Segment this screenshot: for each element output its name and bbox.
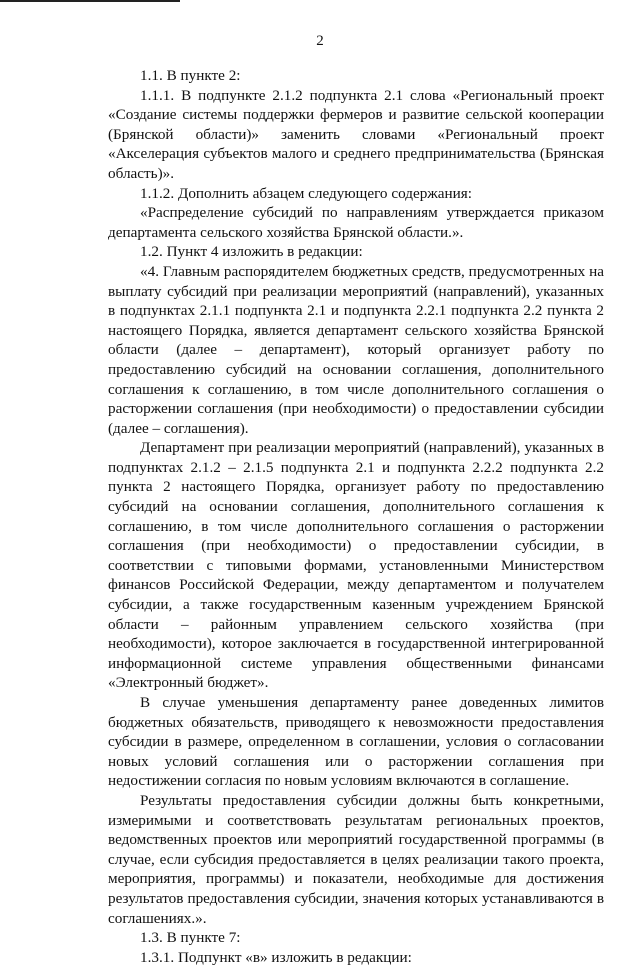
paragraph-1-1-1: 1.1.1. В подпункте 2.1.2 подпункта 2.1 слова «Региональный проект «Создание системы поддержки фермеров и развитие сельской кооперации (Брянской области)» заменить словами «Региональный проект «Акселерация субъектов малого и среднего предпринимательства (Брянская область)». <box>108 86 604 182</box>
paragraph-department: Департамент при реализации мероприятий (направлений), указанных в подпунктах 2.1.2 – 2.1.5 подпункта 2.1 и подпункта 2.2.2 подпункта 2.2 пункта 2 настоящего Порядка, организует работу по предоставлению субсидий на основании соглашения, дополнительного соглашения к соглашению, в том числе дополнительного соглашения о расторжении соглашения (при необходимости) о предоставлении субсидии, в соответствии с типовыми формами, установленными Министерством финансов Российской Федерации, между департаментом и получателем субсидии, а также государственным казенным учреждением Брянской области – районным управлением сельского хозяйства (при необходимости), которое заключается в государственной интегрированной информационной системе управления общественными финансами «Электронный бюджет». <box>108 439 604 692</box>
document-body <box>108 66 604 967</box>
paragraph-results: Результаты предоставления субсидии должны быть конкретными, измеримыми и соответствовать результатам региональных проектов, ведомственных проектов или мероприятий государственной программы (в случае, если субсидия предоставляется в целях реализации такого проекта, мероприятия, программы) и показатели, необходимые для достижения результатов предоставления субсидии, значения которых устанавливаются в соглашениях.». <box>108 791 604 927</box>
page-number: 2 <box>316 33 324 49</box>
paragraph-reduction: В случае уменьшения департаменту ранее доведенных лимитов бюджетных обязательств, приводящего к невозможности предоставления субсидии в размере, определенном в соглашении, условия о согласовании новых условий соглашения или о расторжении соглашения при недостижении согласия по новым условиям включаются в соглашение. <box>108 694 604 790</box>
paragraph-1-1: 1.1. В пункте 2: <box>140 67 241 84</box>
paragraph-1-3: 1.3. В пункте 7: <box>140 929 241 947</box>
paragraph-1-1-2: 1.1.2. Дополнить абзацем следующего содержания: <box>140 184 472 202</box>
paragraph-1-2: 1.2. Пункт 4 изложить в редакции: <box>140 243 363 261</box>
paragraph-1-3-1: 1.3.1. Подпункт «в» изложить в редакции: <box>140 948 412 966</box>
paragraph-point-4: «4. Главным распорядителем бюджетных средств, предусмотренных на выплату субсидий при реализации мероприятий (направлений), указанных в подпунктах 2.1.1 подпункта 2.1 и подпункта 2.2.1 подпункта 2.2 пункта 2 настоящего Порядка, является департамент сельского хозяйства Брянской области (далее – департамент), который организует работу по предоставлению субсидий на основании соглашения, дополнительного соглашения к соглашению, в том числе дополнительного соглашения о расторжении соглашения (при необходимости) о предоставлении субсидии (далее – соглашения). <box>108 262 604 437</box>
paragraph-quote-distribution: «Распределение субсидий по направлениям утверждается приказом департамента сельского хозяйства Брянской области.». <box>108 204 604 241</box>
top-rule <box>0 0 180 2</box>
